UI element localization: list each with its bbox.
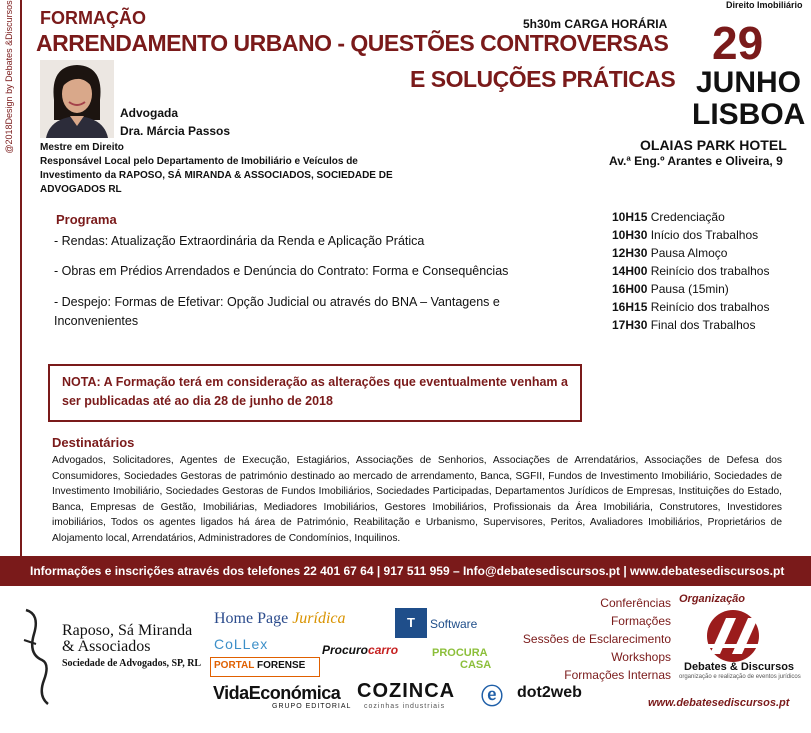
hpj-part1: Home Page [214,610,289,627]
speaker-role: Advogada [120,106,179,120]
schedule-list [612,208,769,334]
event-venue: OLAIAS PARK HOTEL [640,137,787,153]
schedule-row [612,280,769,298]
event-title-line2: E SOLUÇÕES PRÁTICAS [410,66,676,92]
portal-part1: PORTAL [214,660,255,671]
procura-line1: PROCURA [432,647,488,659]
vida-economica-sub: GRUPO EDITORIAL [272,703,352,710]
schedule-time: 17H30 [612,318,648,332]
procura-line2: CASA [460,659,492,671]
design-credit: @2018Design by Debates &Discursos [4,0,14,154]
organizer-website-link[interactable]: www.debatesediscursos.pt [648,697,790,709]
software-label: Software [430,617,478,631]
event-month: JUNHO [696,66,802,99]
schedule-label: Início dos Trabalhos [650,228,759,242]
organizer-tagline: organização e realização de eventos jurídicos [679,674,801,680]
speaker-photo [40,60,114,138]
raposo-name-line1: Raposo, Sá Miranda [62,622,193,639]
note-box [48,364,582,422]
event-address: Av.ª Eng.º Arantes e Oliveira, 9 [609,154,783,168]
schedule-time: 14H00 [612,264,648,278]
hpj-part2: Jurídica [292,610,346,627]
procuro-part2: carro [368,643,399,657]
schedule-row [612,244,769,262]
schedule-row [612,262,769,280]
contact-bar: Informações e inscrições através dos telefones 22 401 67 64 | 917 511 959 – Info@debatesediscursos.pt | www.debatesediscursos.pt [0,556,811,586]
raposo-logo-mark [20,600,54,710]
schedule-time: 10H15 [612,210,648,224]
speaker-bio: Mestre em Direito Responsável Local pelo Departamento de Imobiliário e Veículos de Investimento da RAPOSO, SÁ MIRANDA & ASSOCIADOS, SOCIEDADE DE ADVOGADOS RL [40,142,393,195]
schedule-time: 16H15 [612,300,648,314]
schedule-time: 12H30 [612,246,648,260]
collex-logo: CoLLex [214,636,269,652]
program-item: - Despejo: Formas de Efetivar: Opção Judicial ou através do BNA – Vantagens e Inconvenientes [54,295,500,328]
schedule-label: Reinício dos trabalhos [650,300,770,314]
procurocarro-logo [322,643,398,657]
schedule-label: Reinício dos trabalhos [650,264,770,278]
portal-forense-logo [210,657,320,677]
schedule-row [612,226,769,244]
raposo-name-line2: & Associados [62,638,151,655]
event-city: LISBOA [692,98,806,131]
schedule-time: 16H00 [612,282,648,296]
area-tag: Direito Imobiliário [726,0,803,10]
procuro-part1: Procuro [322,643,369,657]
category-label: FORMAÇÃO [40,8,146,28]
note-text: NOTA: A Formação terá em consideração as alterações que eventualmente venham a ser publicadas até ao dia 28 de junho de 2018 [62,375,568,408]
event-title-line1: ARRENDAMENTO URBANO - QUESTÕES CONTROVERSAS [36,30,669,56]
tt-software-logo: T [395,608,427,638]
schedule-label: Final dos Trabalhos [650,318,756,332]
service-item: Formações Internas [564,668,671,682]
cozinca-logo: COZINCA [357,680,456,702]
cozinca-sub: cozinhas industriais [364,703,446,710]
services-list [523,594,671,684]
organizer-name: Debates & Discursos [684,661,795,673]
schedule-row [612,208,769,226]
dot2web-logo: dot2web [517,684,582,701]
homepage-juridica-logo [214,610,346,628]
schedule-label: Credenciação [650,210,725,224]
schedule-label: Pausa Almoço [650,246,728,260]
service-item: Workshops [611,650,671,664]
dot2web-icon: ⓔ [481,684,504,709]
service-item: Formações [610,614,671,628]
schedule-row [612,316,769,334]
schedule-label: Pausa (15min) [650,282,729,296]
schedule-time: 10H30 [612,228,648,242]
audience-text: Advogados, Solicitadores, Agentes de Execução, Estagiários, Associações de Senhorios, Associações de Arrendatários, Associações de Defesa dos Consumidores, Sociedades Gestoras de património destinado ao mercado de arrendamento, Banca, SGFII, Fundos de Investimento Imobiliário, Sociedades de Investimento Imobiliário, Sociedades Gestoras de Fundos Imobiliários, Sociedades Participadas, Departamentos Jurídicos de Empresas, Instituições do Estado, Banca, Empresas de Gestão, Imobiliárias, Mediadores Imobiliários, Gestores Imobiliários, Profissionais da Área Imobiliária, Construtores, Investidores imobiliários, Todos os agentes ligados há área de Património, Reabilitação e Urbanismo, Supervisores, Peritos, Avaliadores Imobiliários, Proprietários de Alojamento local, Arrendatários, Administradores de Condomínios, Inquilinos. [52,455,782,544]
speaker-name: Dra. Márcia Passos [120,124,231,138]
organization-heading: Organização [679,593,746,605]
program-heading: Programa [56,212,117,227]
vida-economica-logo: VidaEconómica [213,683,341,703]
portal-part2: FORENSE [256,660,306,671]
service-item: Sessões de Esclarecimento [522,632,671,646]
event-day: 29 [712,17,764,69]
program-item: - Obras em Prédios Arrendados e Denúncia do Contrato: Forma e Consequências [54,264,509,278]
left-vertical-rule [20,0,22,560]
audience-heading: Destinatários [52,435,135,450]
schedule-row [612,298,769,316]
procuracasa-logo [432,647,491,671]
raposo-name-line3: Sociedade de Advogados, SP, RL [62,658,202,669]
program-item: - Rendas: Atualização Extraordinária da Renda e Aplicação Prática [54,234,425,248]
workload-label: 5h30m CARGA HORÁRIA [523,17,668,31]
service-item: Conferências [600,596,671,610]
